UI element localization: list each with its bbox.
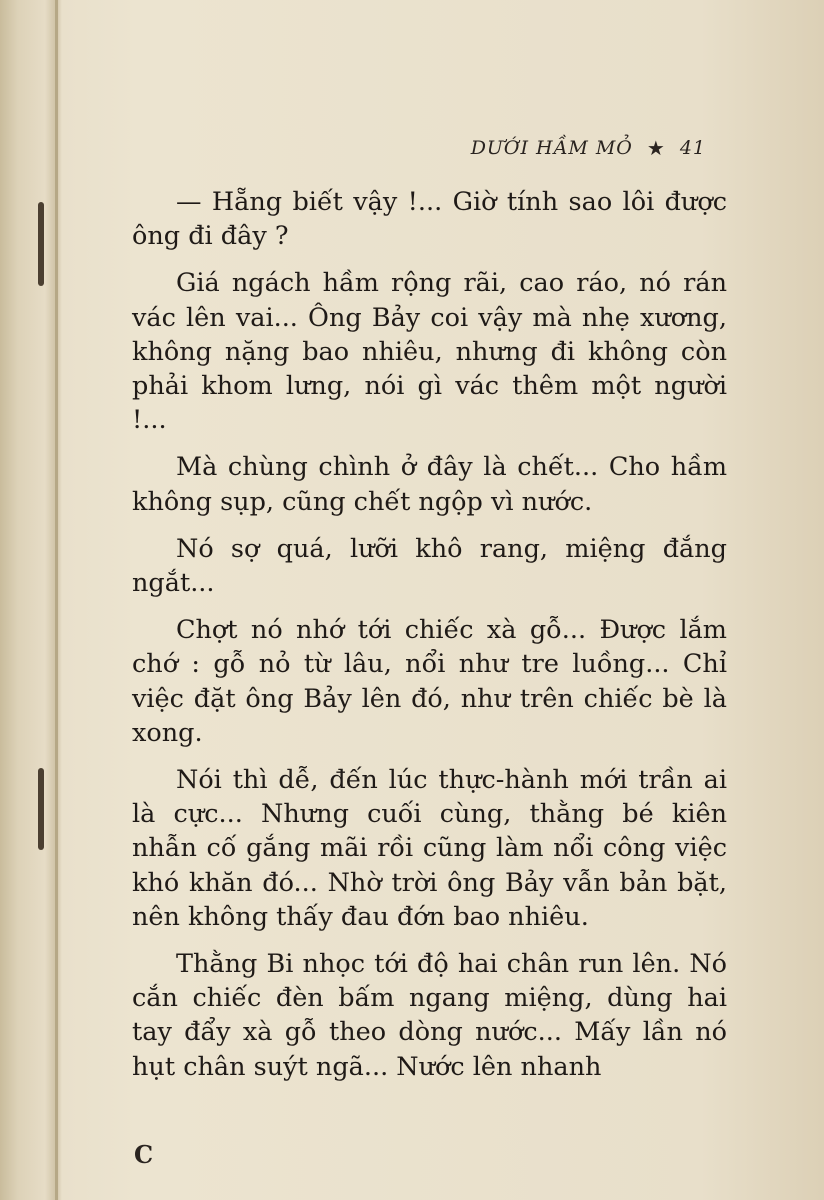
running-head	[471, 136, 706, 160]
paragraph: Chợt nó nhớ tới chiếc xà gỗ... Được lắm chớ : gỗ nỏ từ lâu, nổi như tre luồng... Chỉ việc đặt ông Bảy lên đó, như trên chiếc bè là xong.	[132, 615, 727, 748]
paragraph: Nó sợ quá, lưỡi khô rang, miệng đắng ngắt...	[132, 533, 727, 599]
paragraph: — Hẵng biết vậy !... Giờ tính sao lôi được ông đi đây ?	[132, 187, 727, 252]
chapter-title: DƯỚI HẦM MỎ	[470, 137, 633, 159]
page	[62, 0, 824, 1200]
binding-stitch-bottom	[38, 768, 44, 850]
signature-mark: C	[134, 1140, 154, 1169]
binding-stitch-top	[38, 202, 44, 286]
paragraph: Nói thì dễ, đến lúc thực-hành mới trần ai là cực... Nhưng cuối cùng, thằng bé kiên nhẫn cố gắng mãi rồi cũng làm nổi công việc khó khăn đó... Nhờ trời ông Bảy vẫn bản bặt, nên không thấy đau đớn bao nhiêu.	[132, 765, 727, 932]
paragraph: Thằng Bi nhọc tới độ hai chân run lên. Nó cắn chiếc đèn bấm ngang miệng, dùng hai tay đẩy xà gỗ theo dòng nước... Mấy lần nó hụt chân suýt ngã... Nước lên nhanh	[132, 949, 727, 1082]
binding-line	[55, 0, 58, 1200]
page-number: 41	[679, 137, 706, 159]
paragraph: Mà chùng chình ở đây là chết... Cho hầm không sụp, cũng chết ngộp vì nước.	[132, 452, 727, 517]
star-icon: ★	[646, 136, 666, 160]
body-text	[132, 185, 727, 1097]
paragraph: Giá ngách hầm rộng rãi, cao ráo, nó rán vác lên vai... Ông Bảy coi vậy mà nhẹ xương, không nặng bao nhiêu, nhưng đi không còn phải khom lưng, nói gì vác thêm một người !...	[132, 268, 727, 436]
